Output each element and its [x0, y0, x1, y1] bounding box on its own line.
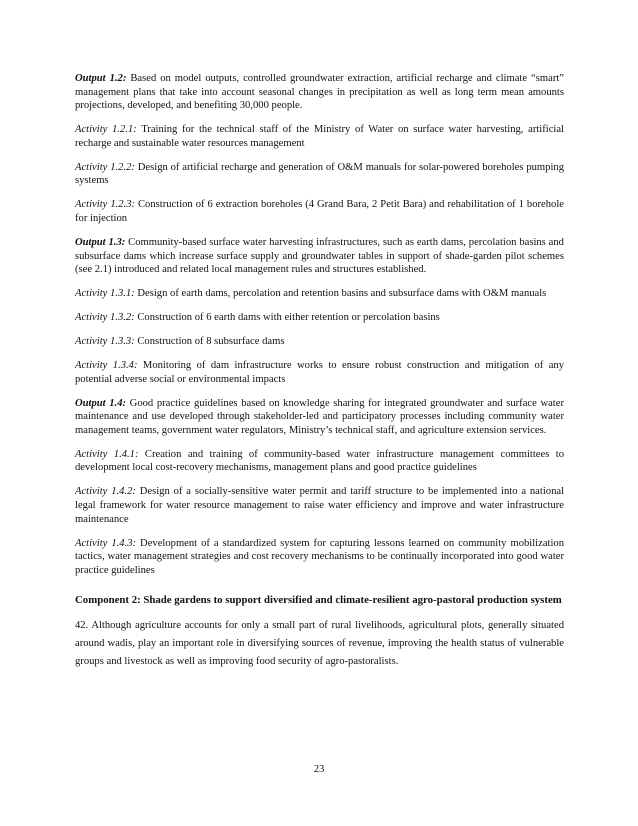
activity-paragraph	[75, 335, 564, 349]
activity-label: Activity 1.2.3:	[75, 199, 136, 211]
activity-label: Activity 1.4.1:	[75, 448, 139, 460]
output-paragraph	[75, 236, 564, 277]
activity-label: Activity 1.2.2:	[75, 161, 135, 173]
output-paragraph	[75, 72, 564, 113]
activity-label: Activity 1.3.3:	[75, 336, 135, 348]
activity-paragraph	[75, 161, 564, 188]
paragraph-text: Creation and training of community-based water infrastructure management committees to development local cost-recovery mechanisms, management plans and good practice guidelines	[75, 448, 564, 474]
output-label: Output 1.2:	[75, 73, 127, 84]
activity-paragraph	[75, 485, 564, 526]
output-activity-list	[75, 72, 564, 577]
paragraph-text: Design of earth dams, percolation and retention basins and subsurface dams with O&M manuals	[134, 288, 547, 300]
activity-paragraph	[75, 448, 564, 475]
activity-paragraph	[75, 311, 564, 325]
paragraph-text: Good practice guidelines based on knowledge sharing for integrated groundwater and surface water maintenance and use developed through stakeholder-led and participatory processes including community water management teams, government water regulators, Ministry’s technical staff, and agriculture extension services.	[75, 397, 564, 436]
paragraph-text: Based on model outputs, controlled groundwater extraction, artificial recharge and climate “smart” management plans that take into account seasonal changes in precipitation as well as long term mean amounts projections, developed, and benefiting 30,000 people.	[75, 73, 564, 112]
activity-paragraph	[75, 359, 564, 386]
output-label: Output 1.3:	[75, 236, 126, 248]
activity-label: Activity 1.4.2:	[75, 486, 136, 498]
page-number: 23	[313, 764, 325, 775]
paragraph-text: Construction of 8 subsurface dams	[134, 336, 285, 348]
activity-paragraph	[75, 198, 564, 225]
paragraph-text: Training for the technical staff of the Ministry of Water on surface water harvesting, artificial recharge and sustainable water resources management	[75, 124, 564, 149]
activity-label: Activity 1.3.1:	[75, 288, 135, 300]
paragraph-text: Monitoring of dam infrastructure works to ensure robust construction and mitigation of any potential adverse social or environmental impacts	[75, 360, 565, 385]
output-paragraph	[75, 397, 564, 438]
activity-label: Activity 1.2.1:	[75, 124, 137, 136]
paragraph-text: Development of a standardized system for capturing lessons learned on community mobilization tactics, water management strategies and cost recovery mechanisms to be continually incorporated into good water practice guidelines	[75, 537, 565, 576]
paragraph-text: Construction of 6 earth dams with either retention or percolation basins	[134, 312, 440, 324]
activity-label: Activity 1.4.3:	[75, 537, 137, 549]
paragraph-text: Community-based surface water harvesting infrastructures, such as earth dams, percolation basins and subsurface dams which increase surface supply and groundwater tables in support of shade-garden pilot schemes (see 2.1) introduced and related local management rules and structures established.	[75, 236, 564, 276]
activity-paragraph	[75, 537, 564, 578]
component-heading: Component 2: Shade gardens to support diversified and climate-resilient agro-pastoral production system	[75, 594, 562, 607]
activity-label: Activity 1.3.2:	[75, 312, 135, 324]
paragraph-text: Design of a socially-sensitive water permit and tariff structure to be implemented into a national legal framework for water resource management to raise water efficiency and improve and water infrastructure maintenance	[75, 486, 565, 525]
activity-paragraph	[75, 123, 564, 150]
paragraph-text: Design of artificial recharge and generation of O&M manuals for solar-powered boreholes pumping systems	[75, 161, 564, 187]
activity-label: Activity 1.3.4:	[75, 360, 138, 372]
document-page	[75, 72, 564, 670]
output-label: Output 1.4:	[75, 397, 127, 409]
activity-paragraph	[75, 287, 564, 301]
paragraph-42: 42. Although agriculture accounts for only a small part of rural livelihoods, agricultural plots, generally situated around wadis, play an important role in diversifying sources of revenue, improving the health status of vulnerable groups and livestock as well as improving food security of agro-pastoralists.	[75, 620, 564, 667]
paragraph-text: Construction of 6 extraction boreholes (4 Grand Bara, 2 Petit Bara) and rehabilitation of 1 borehole for injection	[75, 199, 564, 224]
